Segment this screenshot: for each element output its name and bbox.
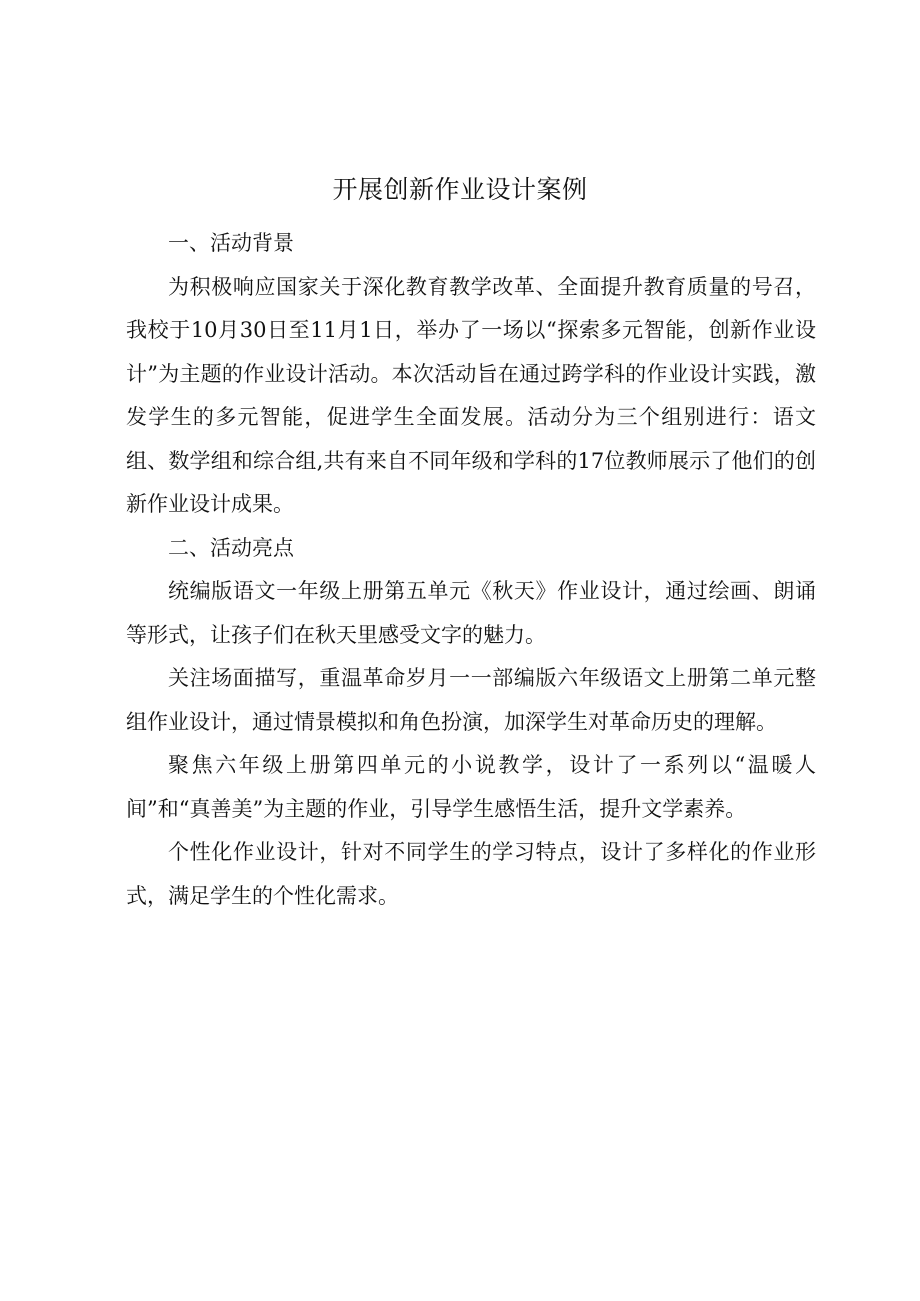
paragraph-background: 为积极响应国家关于深化教育教学改革、全面提升教育质量的号召，我校于10月30日至11月1日，举办了一场以“探索多元智能，创新作业设计”为主题的作业设计活动。本次活动旨在通过跨学科的作业设计实践，激发学生的多元智能，促进学生全面发展。活动分为三个组别进行：语文组、数学组和综合组,共有来自不同年级和学科的17位教师展示了他们的创新作业设计成果。 — [126, 274, 816, 516]
section-heading-highlights: 二、活动亮点 — [168, 535, 294, 560]
paragraph-highlight-personalized: 个性化作业设计，针对不同学生的学习特点，设计了多样化的作业形式，满足学生的个性化需求。 — [126, 840, 816, 908]
paragraph-highlight-autumn: 统编版语文一年级上册第五单元《秋天》作业设计，通过绘画、朗诵等形式，让孩子们在秋天里感受文字的魅力。 — [126, 579, 816, 647]
document-title: 开展创新作业设计案例 — [332, 175, 588, 204]
document-body — [126, 222, 816, 918]
paragraph-highlight-novel: 聚焦六年级上册第四单元的小说教学，设计了一系列以“温暖人间”和“真善美”为主题的作业，引导学生感悟生活，提升文学素养。 — [126, 753, 816, 821]
paragraph-highlight-revolution: 关注场面描写，重温革命岁月一一部编版六年级语文上册第二单元整组作业设计，通过情景模拟和角色扮演，加深学生对革命历史的理解。 — [126, 666, 816, 734]
section-heading-background: 一、活动背景 — [168, 231, 294, 255]
